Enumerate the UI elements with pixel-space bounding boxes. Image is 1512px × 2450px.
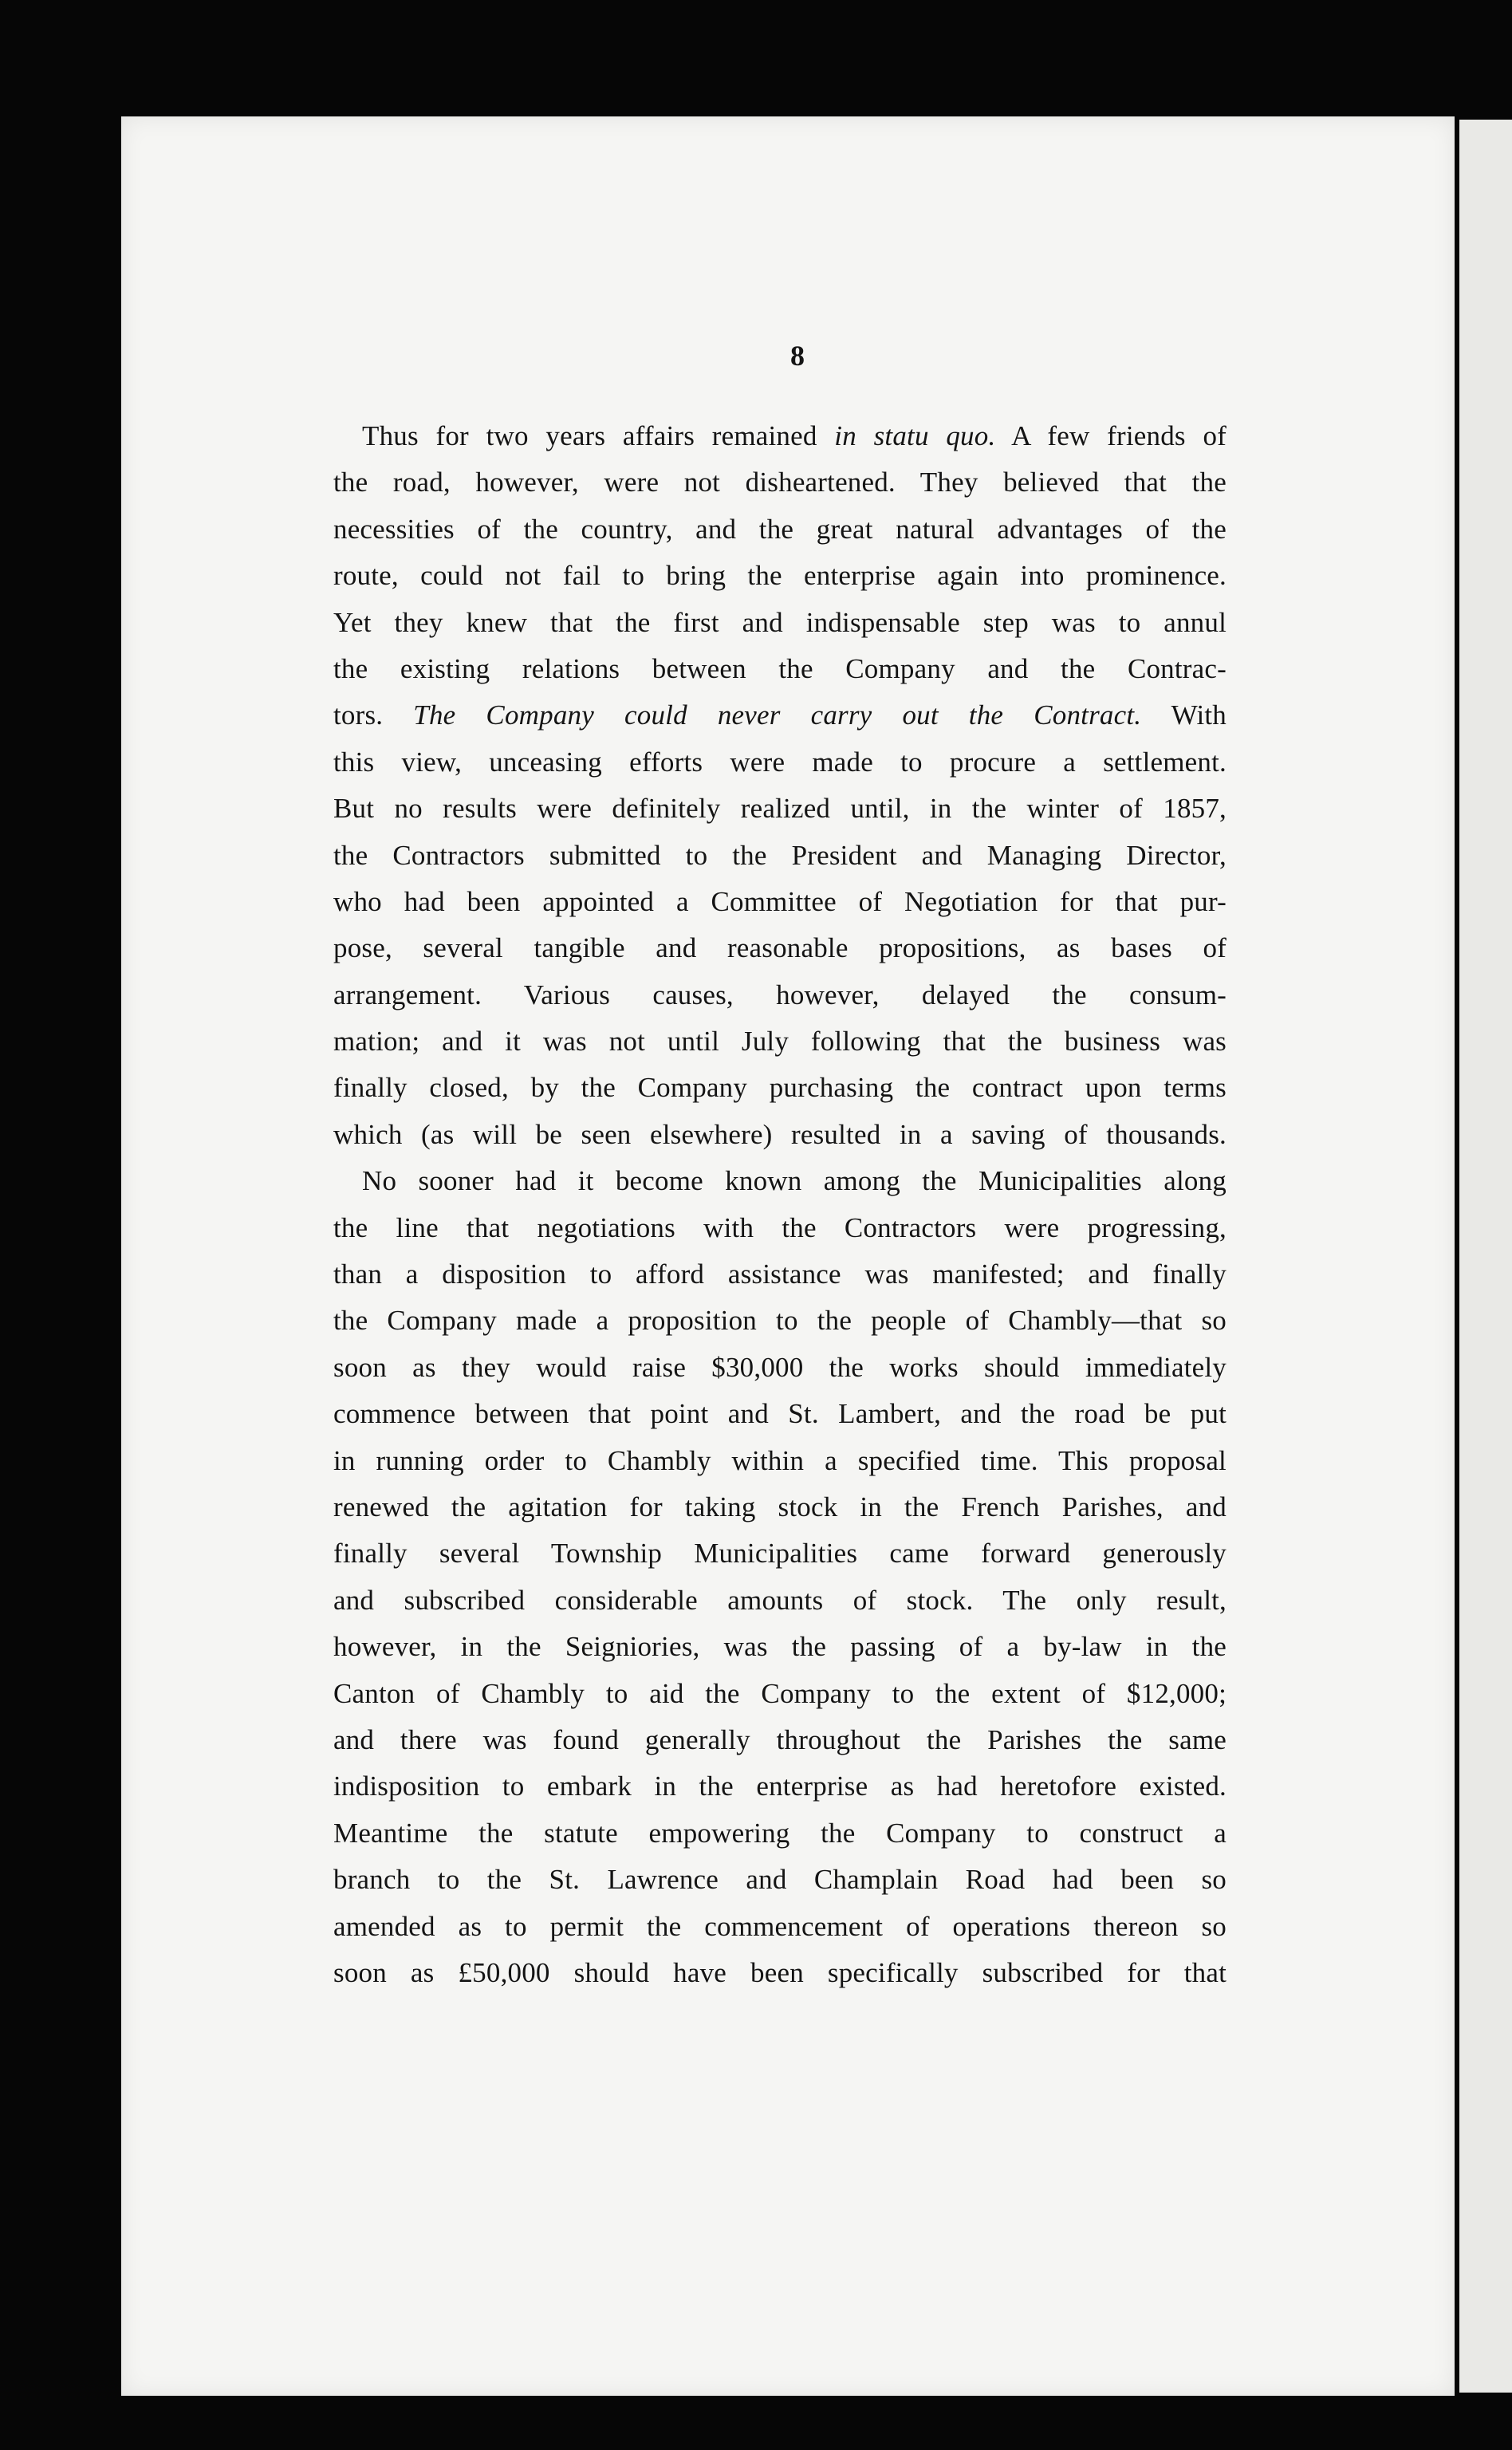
text-line (333, 1717, 1227, 1763)
text-line (333, 1671, 1227, 1717)
text-line (333, 1624, 1227, 1670)
text-segment: which (as will be seen elsewhere) resulted in a saving of thousands. (333, 1118, 1227, 1150)
text-line (333, 1810, 1227, 1857)
text-line (333, 692, 1227, 739)
text-segment: necessities of the country, and the great natural advantages of the (333, 513, 1227, 545)
italic-text: The Company could never carry out the Contract. (413, 699, 1142, 731)
text-segment: renewed the agitation for taking stock in the French Parishes, and (333, 1491, 1227, 1522)
text-segment: the Contractors submitted to the President and Managing Director, (333, 839, 1227, 871)
text-segment: branch to the St. Lawrence and Champlain Road had been so (333, 1864, 1227, 1896)
text-line (333, 879, 1227, 925)
text-segment: finally closed, by the Company purchasing the contract upon terms (333, 1072, 1227, 1104)
text-line (333, 553, 1227, 599)
text-line (333, 413, 1227, 459)
text-line (333, 646, 1227, 692)
page-number: 8 (790, 340, 805, 372)
text-line (333, 1298, 1227, 1344)
text-segment: finally several Township Municipalities came forward generously (333, 1538, 1227, 1570)
text-line (333, 459, 1227, 506)
text-segment: and there was found generally throughout the Parishes the same (333, 1723, 1227, 1755)
text-segment: pose, several tangible and reasonable propositions, as bases of (333, 932, 1227, 964)
text-segment: Thus for two years affairs remained (362, 420, 835, 451)
text-line (333, 1158, 1227, 1204)
text-segment: tors. (333, 699, 414, 731)
text-segment: and subscribed considerable amounts of stock. The only result, (333, 1584, 1227, 1616)
text-segment: No sooner had it become known among the Municipalities along (362, 1165, 1227, 1197)
text-segment: mation; and it was not until July following that the business was (333, 1026, 1227, 1058)
text-segment: in running order to Chambly within a specified time. This proposal (333, 1444, 1227, 1476)
text-line (333, 506, 1227, 553)
body-text (333, 413, 1227, 1996)
text-line (333, 1205, 1227, 1251)
text-segment: But no results were definitely realized until, in the winter of 1857, (333, 793, 1227, 825)
text-line (333, 1484, 1227, 1530)
text-segment: soon as they would raise $30,000 the works should immediately (333, 1351, 1227, 1383)
text-line (333, 1112, 1227, 1158)
text-line (333, 1018, 1227, 1065)
text-line (333, 972, 1227, 1018)
text-segment: the line that negotiations with the Contractors were progressing, (333, 1211, 1227, 1243)
text-line (333, 925, 1227, 971)
text-line (333, 1065, 1227, 1111)
text-segment: indisposition to embark in the enterprise as had heretofore existed. (333, 1771, 1227, 1802)
text-segment: route, could not fail to bring the enterprise again into prominence. (333, 560, 1227, 592)
text-line (333, 786, 1227, 832)
text-segment: With (1141, 699, 1227, 731)
text-line (333, 1950, 1227, 1996)
text-segment: Meantime the statute empowering the Company to construct a (333, 1817, 1227, 1849)
text-segment: the Company made a proposition to the people of Chambly—that so (333, 1305, 1227, 1337)
text-segment: however, in the Seigniories, was the passing of a by-law in the (333, 1631, 1227, 1663)
text-line (333, 1391, 1227, 1437)
adjacent-page-edge (1459, 120, 1512, 2393)
text-line (333, 1763, 1227, 1810)
text-line (333, 1578, 1227, 1624)
text-segment: A few friends of (995, 420, 1227, 451)
text-line (333, 739, 1227, 786)
text-segment: commence between that point and St. Lambert, and the road be put (333, 1398, 1227, 1430)
text-segment: Canton of Chambly to aid the Company to the extent of $12,000; (333, 1677, 1227, 1709)
text-line (333, 600, 1227, 646)
text-line (333, 1904, 1227, 1950)
text-segment: arrangement. Various causes, however, delayed the consum- (333, 979, 1227, 1010)
text-segment: the road, however, were not disheartened. They believed that the (333, 467, 1227, 498)
paragraph (333, 1158, 1227, 1996)
paragraph (333, 413, 1227, 1158)
text-line (333, 1857, 1227, 1903)
text-line (333, 1530, 1227, 1577)
text-segment: amended as to permit the commencement of operations thereon so (333, 1910, 1227, 1942)
text-segment: Yet they knew that the first and indispensable step was to annul (333, 606, 1227, 638)
italic-text: in statu quo. (834, 420, 996, 451)
text-segment: this view, unceasing efforts were made to procure a settlement. (333, 746, 1227, 778)
text-line (333, 1438, 1227, 1484)
text-segment: than a disposition to afford assistance was manifested; and finally (333, 1258, 1227, 1290)
text-line (333, 1345, 1227, 1391)
text-segment: the existing relations between the Company and the Contrac- (333, 652, 1227, 684)
text-segment: soon as £50,000 should have been specifically subscribed for that (333, 1956, 1227, 1988)
text-segment: who had been appointed a Committee of Negotiation for that pur- (333, 885, 1227, 917)
text-line (333, 833, 1227, 879)
text-line (333, 1251, 1227, 1298)
